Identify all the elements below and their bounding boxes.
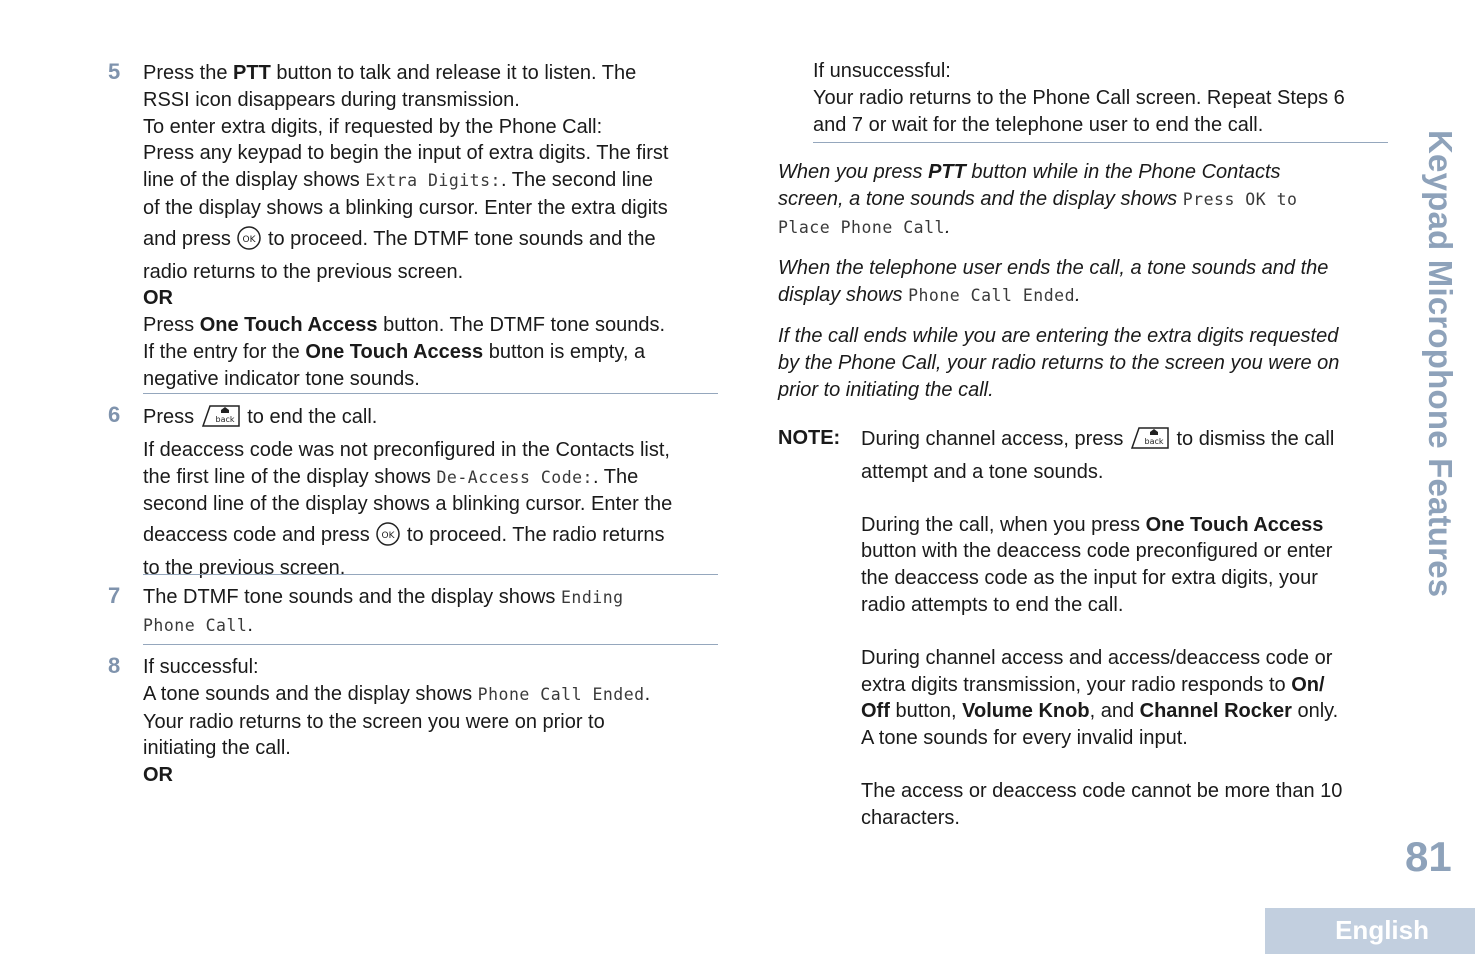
page-number: 81 [1405, 833, 1452, 880]
text-line: The DTMF tone sounds and the display shows Ending [143, 586, 624, 608]
text-line: extra digits transmission, your radio responds to On/ [861, 673, 1325, 696]
text-line: screen, a tone sounds and the display shows Press OK to [778, 187, 1298, 210]
language-label: English [1335, 915, 1429, 945]
text-line: prior to initiating the call. [778, 378, 994, 401]
text-line: RSSI icon disappears during transmission. [143, 88, 520, 111]
text-line: Press One Touch Access button. The DTMF tone sounds. [143, 314, 666, 337]
divider [143, 574, 718, 575]
text-line: deaccess code and press OK to proceed. The radio returns [143, 521, 718, 555]
svg-text:OK: OK [242, 234, 256, 245]
text-line: When you press PTT button while in the Phone Contacts [778, 161, 1281, 183]
display-text: Press OK to [1182, 189, 1298, 209]
text-line: button with the deaccess code preconfigured or enter [861, 540, 1333, 563]
note-paragraph-extra-digits [778, 323, 1390, 403]
text-line: If deaccess code was not preconfigured in the Contacts list, [143, 438, 670, 461]
display-text: Phone Call Ended [477, 684, 645, 704]
text-line: During channel access, press back to dismiss the call [861, 425, 1391, 459]
text-line: Place Phone Call. [778, 215, 951, 238]
ok-button-icon [236, 225, 262, 259]
text-line: Off button, Volume Knob, and Channel Rocker only. [861, 700, 1339, 723]
text-line: Phone Call. [143, 613, 253, 636]
text-line: negative indicator tone sounds. [143, 367, 420, 390]
section-sidebar [1413, 130, 1459, 610]
section-title: Keypad Microphone Features [1422, 130, 1459, 598]
note-label: NOTE: [778, 427, 841, 449]
text-line: radio returns to the previous screen. [143, 260, 464, 283]
text-line: by the Phone Call, your radio returns to the screen you were on [778, 351, 1340, 374]
step-number: 5 [108, 59, 121, 84]
text-line: display shows Phone Call Ended. [778, 283, 1081, 306]
text-line: If successful: [143, 656, 259, 678]
text-line: Press any keypad to begin the input of extra digits. The first [143, 142, 669, 165]
text-line: When the telephone user ends the call, a tone sounds and the [778, 257, 1329, 279]
language-tab [1265, 908, 1475, 954]
text-line: A tone sounds and the display shows Phone Call Ended. [143, 682, 651, 705]
text-line: Press back to end the call. [143, 403, 718, 437]
display-text: Phone Call [143, 615, 248, 635]
back-home-button-icon [1129, 425, 1171, 459]
step-body [143, 654, 718, 789]
text-line: The access or deaccess code cannot be more than 10 [861, 779, 1343, 802]
display-text: Phone Call Ended [908, 285, 1076, 305]
display-text: Ending [561, 588, 624, 607]
note-paragraph-ptt [778, 159, 1390, 241]
display-text: Place Phone Call [778, 217, 945, 237]
back-home-button-icon [200, 403, 242, 437]
step-number: 7 [108, 583, 121, 608]
note-paragraph-call-ended [778, 255, 1390, 310]
text-line: Press the PTT button to talk and release it to listen. The [143, 62, 637, 84]
text-line: If unsuccessful: [813, 60, 951, 82]
text-line: Your radio returns to the screen you were on prior to [143, 710, 605, 733]
text-line: second line of the display shows a blinking cursor. Enter the [143, 493, 673, 516]
text-line: characters. [861, 806, 960, 829]
unsuccessful-block [813, 58, 1388, 138]
text-line: If the entry for the One Touch Access button is empty, a [143, 340, 646, 363]
text-line: During channel access and access/deaccess code or [861, 646, 1333, 669]
ok-button-icon [375, 521, 401, 555]
step-body [143, 403, 718, 582]
text-line: the deaccess code as the input for extra digits, your [861, 567, 1318, 590]
text-line: and 7 or wait for the telephone user to end the call. [813, 113, 1264, 136]
step-body [143, 584, 718, 640]
or-label: OR [143, 287, 173, 310]
svg-text:back: back [215, 415, 235, 424]
text-line: initiating the call. [143, 737, 291, 760]
display-text: De-Access Code: [436, 467, 593, 487]
display-text: Extra Digits: [365, 171, 501, 191]
text-line: radio attempts to end the call. [861, 593, 1124, 616]
text-line: During the call, when you press One Touch Access [861, 513, 1324, 536]
text-line: If the call ends while you are entering the extra digits requested [778, 325, 1339, 347]
step-body [143, 60, 718, 393]
divider [813, 142, 1388, 143]
text-line: to the previous screen. [143, 556, 346, 579]
svg-text:OK: OK [381, 531, 395, 542]
step-number: 6 [108, 402, 121, 427]
step-number: 8 [108, 653, 121, 678]
or-label: OR [143, 764, 173, 787]
svg-text:back: back [1144, 437, 1164, 446]
text-line: the first line of the display shows De-Access Code:. The [143, 465, 639, 488]
text-line: To enter extra digits, if requested by the Phone Call: [143, 115, 603, 138]
divider [143, 393, 718, 394]
divider [143, 644, 718, 645]
text-line: of the display shows a blinking cursor. Enter the extra digits [143, 196, 668, 219]
note-body [861, 425, 1391, 832]
text-line: Your radio returns to the Phone Call screen. Repeat Steps 6 [813, 86, 1345, 109]
text-line: line of the display shows Extra Digits:. The second line [143, 169, 653, 192]
text-line: attempt and a tone sounds. [861, 460, 1104, 483]
text-line: and press OK to proceed. The DTMF tone sounds and the [143, 225, 718, 259]
text-line: A tone sounds for every invalid input. [861, 727, 1188, 750]
